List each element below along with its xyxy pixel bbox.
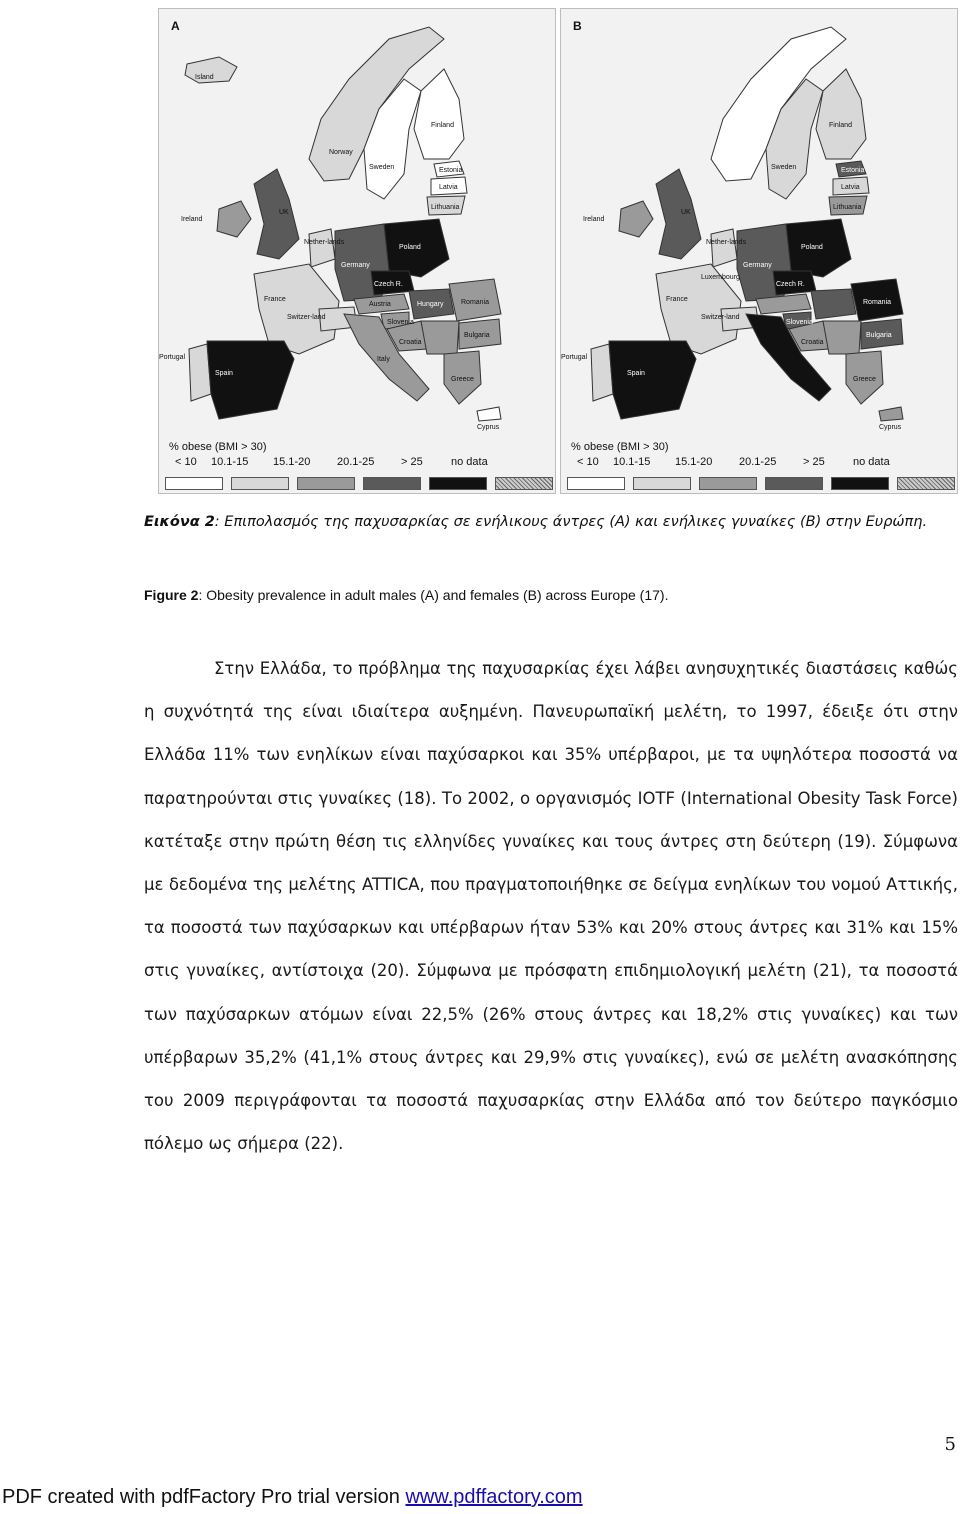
- label-czech: Czech R.: [776, 281, 805, 288]
- region-cyprus: [477, 407, 501, 421]
- region-uk: [254, 169, 299, 259]
- label-finland: Finland: [829, 122, 852, 129]
- legend-label: 10.1-15: [613, 456, 651, 468]
- label-poland: Poland: [801, 244, 823, 251]
- region-finland: [816, 69, 866, 159]
- page-number: 5: [944, 1434, 956, 1455]
- footer-text: PDF created with pdfFactory Pro trial version: [2, 1486, 406, 1508]
- region-cyprus: [879, 407, 903, 421]
- legend-label: 20.1-25: [337, 456, 375, 468]
- label-bulgaria: Bulgaria: [464, 332, 490, 339]
- label-austria: Austria: [369, 301, 391, 308]
- legend-label: 20.1-25: [739, 456, 777, 468]
- region-ireland: [217, 201, 251, 237]
- legend-swatch: [897, 477, 955, 490]
- region-spain: [207, 341, 294, 419]
- region-benelux: [309, 229, 335, 267]
- legend-title: % obese (BMI > 30): [169, 441, 267, 453]
- label-uk: UK: [681, 209, 691, 216]
- legend-swatch: [363, 477, 421, 490]
- label-latvia: Latvia: [841, 184, 860, 191]
- label-switzerland: Switzer-land: [701, 314, 740, 321]
- figure-caption-greek: [144, 511, 958, 533]
- label-greece: Greece: [451, 376, 474, 383]
- legend-swatch: [297, 477, 355, 490]
- label-spain: Spain: [215, 370, 233, 377]
- legend-label: > 25: [401, 456, 423, 468]
- label-estonia: Estonia: [439, 167, 463, 174]
- label-cyprus: Cyprus: [477, 424, 500, 431]
- region-spain: [609, 341, 696, 419]
- legend-swatch: [429, 477, 487, 490]
- label-finland: Finland: [431, 122, 454, 129]
- label-romania: Romania: [461, 299, 490, 306]
- legend-label: no data: [853, 456, 890, 468]
- figure-caption-english: [144, 584, 958, 606]
- legend-label: < 10: [175, 456, 197, 468]
- label-lithuania: Lithuania: [431, 204, 460, 211]
- legend-a: [163, 441, 553, 493]
- legend-swatch: [165, 477, 223, 490]
- region-balkans: [823, 321, 861, 354]
- label-uk: UK: [279, 209, 289, 216]
- label-lithuania: Lithuania: [833, 204, 862, 211]
- label-island: Island: [195, 74, 214, 81]
- label-portugal: Portugal: [159, 354, 186, 361]
- label-romania: Romania: [863, 299, 892, 306]
- body-paragraph: Στην Ελλάδα, το πρόβλημα της παχυσαρκίας έχει λάβει ανησυχητικές διαστάσεις καθώς η συχνότητά της είναι ιδιαίτερα αυξημένη. Πανευρωπαϊκή μελέτη, το 1997, έδειξε ότι στην Ελλάδα 11% των ενηλίκων είναι παχύσαρκοι και 35% υπέρβαροι, με τα υψηλότερα ποσοστά να παρατηρούνται στις γυναίκες (18). Το 2002, ο οργανισμός IOTF (International Obesity Task Force) κατέταξε στην πρώτη θέση τις ελληνίδες γυναίκες και τους άντρες στη δεύτερη (19). Σύμφωνα με δεδομένα της μελέτης ATTICA, που πραγματοποιήθηκε σε δείγμα ενηλίκων του νομού Αττικής, τα ποσοστά των παχύσαρκων και υπέρβαρων ήταν 53% και 20% στους άντρες και 31% και 15% στις γυναίκες, αντίστοιχα (20). Σύμφωνα με πρόσφατη επιδημιολογική μελέτη (21), τα ποσοστά των παχύσαρκων ατόμων είναι 22,5% (26% στους άντρες και 18,2% στις γυναίκες) και των υπέρβαρων 35,2% (41,1% στους άντρες και 29,9% στις γυναίκες), ενώ σε μελέτη ανασκόπησης του 2009 περιγράφονται τα ποσοστά παχυσαρκίας στην Ελλάδα από τον δεύτερο παγκόσμιο πόλεμο ως σήμερα (22).: [144, 659, 958, 1154]
- label-latvia: Latvia: [439, 184, 458, 191]
- label-france: France: [666, 296, 688, 303]
- label-croatia: Croatia: [399, 339, 422, 346]
- label-netherlands: Nether-lands: [304, 239, 345, 246]
- caption-text: : Obesity prevalence in adult males (A) and females (B) across Europe (17).: [198, 587, 669, 603]
- footer-link[interactable]: www.pdffactory.com: [405, 1486, 583, 1508]
- caption-label: Εικόνα 2: [144, 514, 215, 530]
- legend-swatch: [699, 477, 757, 490]
- label-germany: Germany: [341, 262, 370, 269]
- pdf-footer: [2, 1486, 583, 1509]
- label-slovenia: Slovenia: [786, 319, 813, 326]
- legend-swatch: [567, 477, 625, 490]
- legend-label: 15.1-20: [273, 456, 311, 468]
- label-slovenia: Slovenia: [387, 319, 414, 326]
- panel-letter-b: B: [573, 19, 582, 33]
- label-switzerland: Switzer-land: [287, 314, 326, 321]
- region-benelux: [711, 229, 737, 267]
- map-females: [561, 9, 959, 439]
- region-hungary: [811, 289, 856, 319]
- label-czech: Czech R.: [374, 281, 403, 288]
- map-males: [159, 9, 557, 439]
- legend-label: > 25: [803, 456, 825, 468]
- label-ireland: Ireland: [583, 216, 605, 223]
- legend-swatch: [495, 477, 553, 490]
- label-sweden: Sweden: [369, 164, 395, 171]
- label-netherlands: Nether-lands: [706, 239, 747, 246]
- label-italy: Italy: [377, 356, 390, 363]
- caption-text: : Επιπολασμός της παχυσαρκίας σε ενήλικους άντρες (Α) και ενήλικες γυναίκες (Β) στην Ευρώπη.: [214, 514, 928, 530]
- legend-swatch: [231, 477, 289, 490]
- region-ireland: [619, 201, 653, 237]
- panel-letter-a: A: [171, 19, 180, 33]
- figure-maps: [158, 8, 960, 494]
- caption-label: Figure 2: [144, 587, 199, 603]
- legend-swatch: [831, 477, 889, 490]
- legend-label: no data: [451, 456, 488, 468]
- legend-b: [565, 441, 955, 493]
- label-poland: Poland: [399, 244, 421, 251]
- region-finland: [414, 69, 464, 159]
- map-panel-b: [560, 8, 958, 494]
- label-hungary: Hungary: [417, 301, 444, 308]
- legend-swatch: [765, 477, 823, 490]
- label-croatia: Croatia: [801, 339, 824, 346]
- region-balkans: [421, 321, 459, 354]
- label-luxembourg: Luxembourg: [701, 274, 740, 281]
- label-norway: Norway: [329, 149, 353, 156]
- label-ireland: Ireland: [181, 216, 203, 223]
- legend-swatch: [633, 477, 691, 490]
- legend-title: % obese (BMI > 30): [571, 441, 669, 453]
- label-spain: Spain: [627, 370, 645, 377]
- label-portugal: Portugal: [561, 354, 588, 361]
- label-cyprus: Cyprus: [879, 424, 902, 431]
- label-france: France: [264, 296, 286, 303]
- legend-label: 10.1-15: [211, 456, 249, 468]
- region-uk: [656, 169, 701, 259]
- legend-label: 15.1-20: [675, 456, 713, 468]
- map-panel-a: [158, 8, 556, 494]
- label-estonia: Estonia: [841, 167, 865, 174]
- label-greece: Greece: [853, 376, 876, 383]
- label-sweden: Sweden: [771, 164, 797, 171]
- legend-label: < 10: [577, 456, 599, 468]
- label-germany: Germany: [743, 262, 772, 269]
- label-bulgaria: Bulgaria: [866, 332, 892, 339]
